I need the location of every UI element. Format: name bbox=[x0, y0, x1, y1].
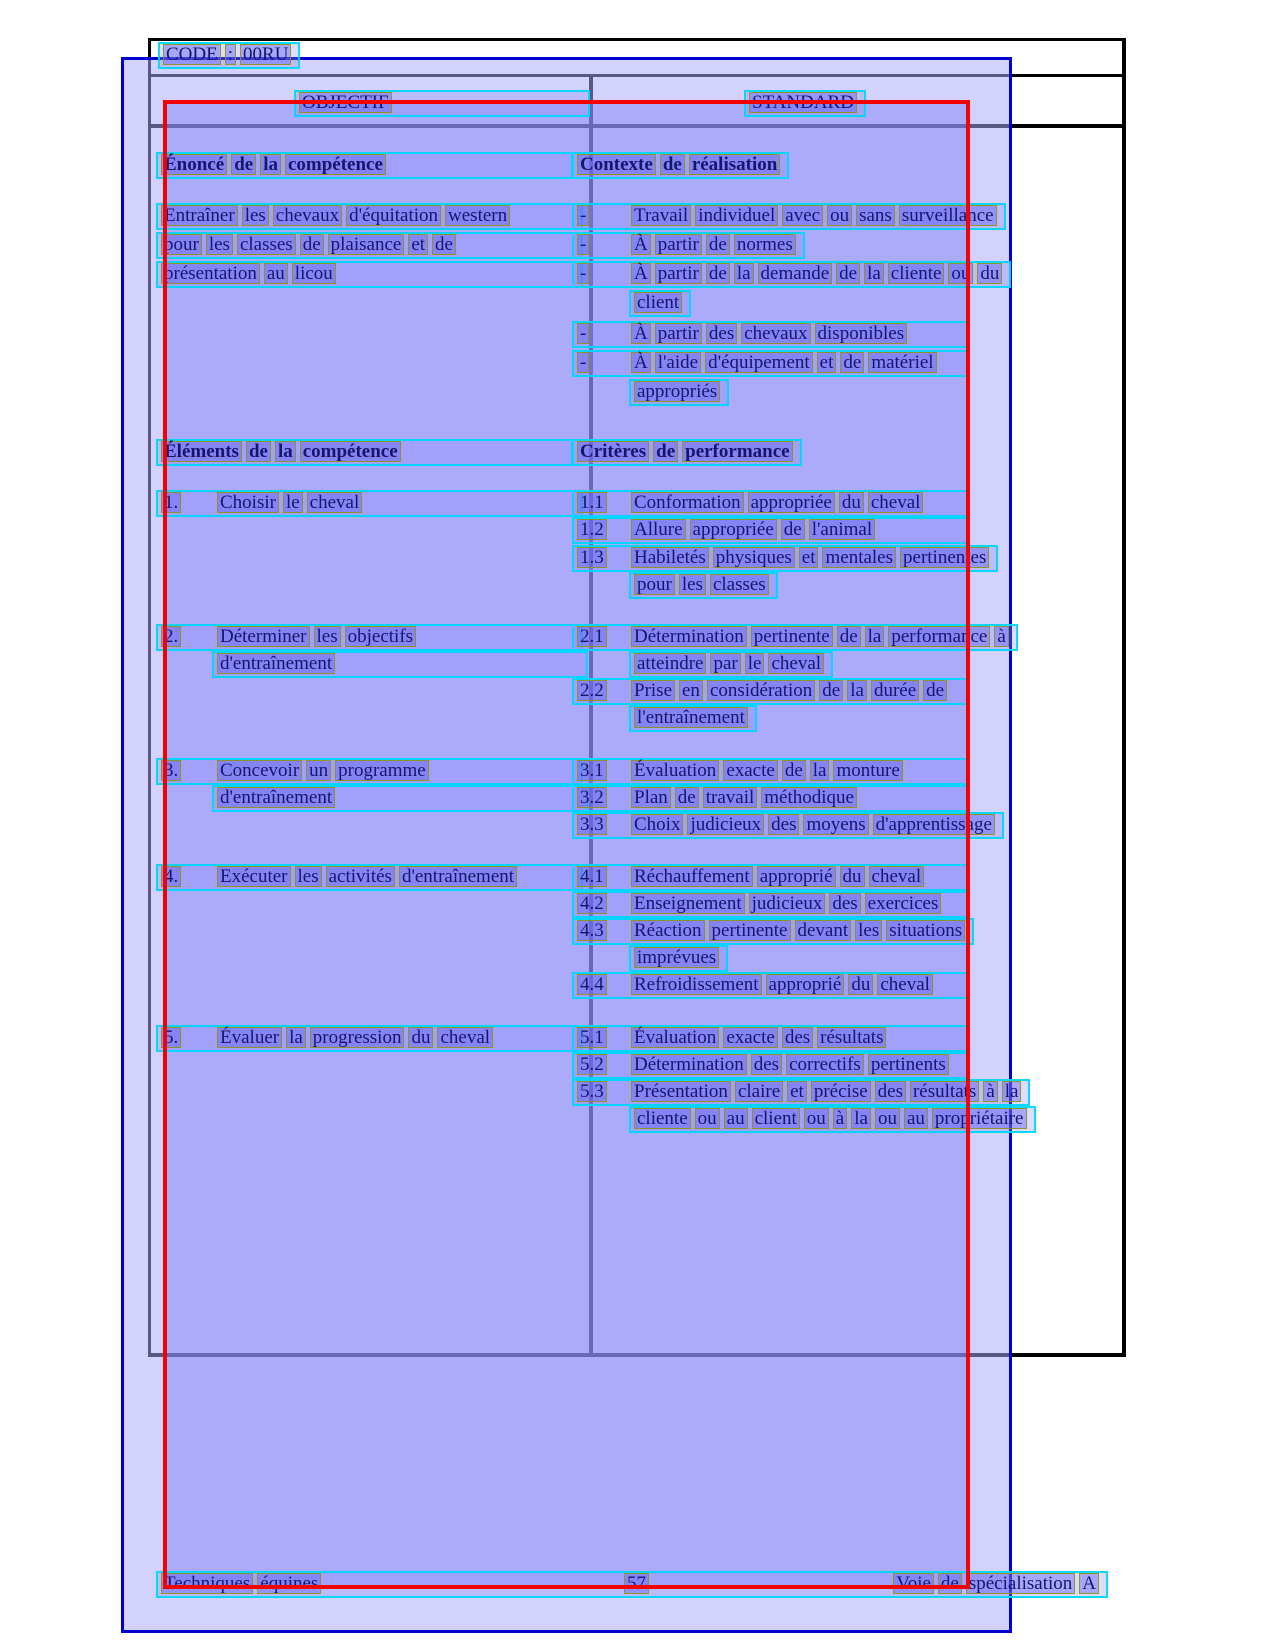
word-annotation-box: de bbox=[781, 519, 805, 540]
word-annotation-box: de bbox=[938, 1573, 962, 1594]
word-annotation-box: Évaluer bbox=[217, 1027, 282, 1048]
word-annotation-box: des bbox=[829, 893, 860, 914]
word-annotation-box: 2.2 bbox=[577, 680, 607, 701]
word-annotation-box: le bbox=[745, 653, 765, 674]
word-annotation-box: Détermination bbox=[631, 626, 747, 647]
word-annotation-box: travail bbox=[703, 787, 758, 808]
word-annotation-box: la bbox=[734, 263, 754, 284]
word-annotation-box: de bbox=[923, 680, 947, 701]
word-annotation-box: : bbox=[225, 44, 236, 65]
word-annotation-box: appropriés bbox=[634, 381, 720, 402]
word-annotation-box: Évaluation bbox=[631, 760, 719, 781]
word-annotation-box: de bbox=[300, 234, 324, 255]
word-annotation-box: ou bbox=[875, 1108, 900, 1129]
word-annotation-box: Concevoir bbox=[217, 760, 302, 781]
word-annotation-box: les bbox=[679, 574, 706, 595]
table-border-right bbox=[1122, 38, 1126, 1357]
word-annotation-box: Choisir bbox=[217, 492, 279, 513]
word-annotation-box: du bbox=[839, 492, 864, 513]
word-annotation-box: classes bbox=[710, 574, 769, 595]
word-annotation-box: 1. bbox=[161, 492, 181, 513]
word-annotation-box: Présentation bbox=[631, 1081, 731, 1102]
word-annotation-box: licou bbox=[292, 263, 336, 284]
word-annotation-box: client bbox=[634, 292, 682, 313]
word-annotation-box: 57 bbox=[624, 1573, 649, 1594]
word-annotation-box: 1.1 bbox=[577, 492, 607, 513]
word-annotation-box: - bbox=[577, 352, 589, 373]
word-annotation-box: présentation bbox=[161, 263, 260, 284]
word-annotation-box: partir bbox=[655, 234, 702, 255]
word-annotation-box: 4.1 bbox=[577, 866, 607, 887]
word-annotation-box: des bbox=[706, 323, 737, 344]
word-annotation-box: Travail bbox=[631, 205, 691, 226]
word-annotation-box: pertinente bbox=[709, 920, 791, 941]
word-annotation-box: disponibles bbox=[815, 323, 908, 344]
word-annotation-box: 4.2 bbox=[577, 893, 607, 914]
word-annotation-box: cliente bbox=[634, 1108, 691, 1129]
word-annotation-box: de bbox=[837, 626, 861, 647]
word-annotation-box: compétence bbox=[300, 441, 401, 462]
word-annotation-box: d'entraînement bbox=[217, 787, 335, 808]
word-annotation-box: du bbox=[408, 1027, 433, 1048]
word-annotation-box: et bbox=[817, 352, 837, 373]
word-annotation-box: d'équitation bbox=[346, 205, 441, 226]
word-annotation-box: ou bbox=[804, 1108, 829, 1129]
word-annotation-box: des bbox=[751, 1054, 782, 1075]
word-annotation-box: et bbox=[787, 1081, 807, 1102]
word-annotation-box: cheval bbox=[869, 866, 925, 887]
word-annotation-box: les bbox=[206, 234, 233, 255]
word-annotation-box: Choix bbox=[631, 814, 683, 835]
word-annotation-box: approprié bbox=[757, 866, 836, 887]
word-annotation-box: les bbox=[855, 920, 882, 941]
word-annotation-box: À bbox=[631, 323, 651, 344]
word-annotation-box: 1.3 bbox=[577, 547, 607, 568]
word-annotation-box: spécialisation bbox=[966, 1573, 1075, 1594]
word-annotation-box: Évaluation bbox=[631, 1027, 719, 1048]
word-annotation-box: la bbox=[864, 263, 884, 284]
word-annotation-box: 3. bbox=[161, 760, 181, 781]
word-annotation-box: méthodique bbox=[761, 787, 857, 808]
word-annotation-box: progression bbox=[310, 1027, 405, 1048]
word-annotation-box: au bbox=[264, 263, 288, 284]
word-annotation-box: Déterminer bbox=[217, 626, 310, 647]
word-annotation-box: les bbox=[242, 205, 269, 226]
word-annotation-box: 4.3 bbox=[577, 920, 607, 941]
word-annotation-box: compétence bbox=[285, 154, 386, 175]
word-annotation-box: pertinentes bbox=[900, 547, 989, 568]
word-annotation-box: chevaux bbox=[273, 205, 342, 226]
word-annotation-box: de bbox=[246, 441, 271, 462]
word-annotation-box: résultats bbox=[817, 1027, 886, 1048]
word-annotation-box: la bbox=[847, 680, 867, 701]
word-annotation-box: 3.3 bbox=[577, 814, 607, 835]
word-annotation-box: normes bbox=[734, 234, 796, 255]
region-annotation-box bbox=[163, 100, 970, 1589]
word-annotation-box: objectifs bbox=[345, 626, 416, 647]
word-annotation-box: judicieux bbox=[687, 814, 764, 835]
word-annotation-box: de bbox=[231, 154, 256, 175]
word-annotation-box: programme bbox=[335, 760, 429, 781]
word-annotation-box: à bbox=[994, 626, 1008, 647]
word-annotation-box: l'animal bbox=[809, 519, 875, 540]
word-annotation-box: pour bbox=[161, 234, 202, 255]
word-annotation-box: cheval bbox=[868, 492, 924, 513]
word-annotation-box: pertinents bbox=[868, 1054, 949, 1075]
word-annotation-box: A bbox=[1079, 1573, 1099, 1594]
word-annotation-box: plaisance bbox=[328, 234, 405, 255]
word-annotation-box: Prise bbox=[631, 680, 675, 701]
word-annotation-box: 3.2 bbox=[577, 787, 607, 808]
word-annotation-box: À bbox=[631, 234, 651, 255]
word-annotation-box: du bbox=[848, 974, 873, 995]
word-annotation-box: Allure bbox=[631, 519, 686, 540]
word-annotation-box: des bbox=[875, 1081, 906, 1102]
word-annotation-box: pour bbox=[634, 574, 675, 595]
word-annotation-box: Contexte bbox=[577, 154, 656, 175]
word-annotation-box: correctifs bbox=[786, 1054, 864, 1075]
table-border-top bbox=[148, 38, 1126, 41]
word-annotation-box: Habiletés bbox=[631, 547, 709, 568]
word-annotation-box: de bbox=[782, 760, 806, 781]
word-annotation-box: la bbox=[1002, 1081, 1022, 1102]
word-annotation-box: l'entraînement bbox=[634, 707, 748, 728]
word-annotation-box: - bbox=[577, 205, 589, 226]
word-annotation-box: - bbox=[577, 263, 589, 284]
word-annotation-box: physiques bbox=[713, 547, 795, 568]
word-annotation-box: de bbox=[836, 263, 860, 284]
word-annotation-box: la bbox=[851, 1108, 871, 1129]
word-annotation-box: 4.4 bbox=[577, 974, 607, 995]
word-annotation-box: 00RU bbox=[240, 44, 291, 65]
word-annotation-box: Plan bbox=[631, 787, 671, 808]
word-annotation-box: performance bbox=[888, 626, 990, 647]
word-annotation-box: partir bbox=[655, 263, 702, 284]
word-annotation-box: Voie bbox=[893, 1573, 933, 1594]
word-annotation-box: monture bbox=[833, 760, 902, 781]
word-annotation-box: OBJECTIF bbox=[299, 92, 392, 113]
word-annotation-box: imprévues bbox=[634, 947, 719, 968]
word-annotation-box: exacte bbox=[723, 760, 778, 781]
word-annotation-box: de bbox=[432, 234, 456, 255]
word-annotation-box: atteindre bbox=[634, 653, 706, 674]
word-annotation-box: Refroidissement bbox=[631, 974, 762, 995]
word-annotation-box: à bbox=[833, 1108, 847, 1129]
word-annotation-box: les bbox=[295, 866, 322, 887]
word-annotation-box: surveillance bbox=[899, 205, 997, 226]
word-annotation-box: classes bbox=[237, 234, 296, 255]
word-annotation-box: et bbox=[408, 234, 428, 255]
word-annotation-box: Réchauffement bbox=[631, 866, 753, 887]
word-annotation-box: Éléments bbox=[161, 441, 242, 462]
word-annotation-box: appropriée bbox=[748, 492, 835, 513]
word-annotation-box: la bbox=[865, 626, 885, 647]
word-annotation-box: avec bbox=[782, 205, 823, 226]
word-annotation-box: approprié bbox=[766, 974, 845, 995]
word-annotation-box: 5. bbox=[161, 1027, 181, 1048]
word-annotation-box: cheval bbox=[437, 1027, 493, 1048]
word-annotation-box: équines bbox=[257, 1573, 321, 1594]
word-annotation-box: demande bbox=[758, 263, 833, 284]
word-annotation-box: du bbox=[840, 866, 865, 887]
word-annotation-box: claire bbox=[735, 1081, 783, 1102]
word-annotation-box: exacte bbox=[723, 1027, 778, 1048]
word-annotation-box: du bbox=[977, 263, 1002, 284]
word-annotation-box: un bbox=[306, 760, 331, 781]
word-annotation-box: CODE bbox=[163, 44, 221, 65]
word-annotation-box: cheval bbox=[877, 974, 933, 995]
word-annotation-box: devant bbox=[795, 920, 852, 941]
word-annotation-box: 5.2 bbox=[577, 1054, 607, 1075]
word-annotation-box: des bbox=[768, 814, 799, 835]
word-annotation-box: cheval bbox=[307, 492, 363, 513]
word-annotation-box: la bbox=[260, 154, 281, 175]
word-annotation-box: d'équipement bbox=[705, 352, 813, 373]
word-annotation-box: individuel bbox=[695, 205, 778, 226]
word-annotation-box: western bbox=[445, 205, 510, 226]
word-annotation-box: durée bbox=[871, 680, 919, 701]
word-annotation-box: précise bbox=[811, 1081, 871, 1102]
word-annotation-box: le bbox=[283, 492, 303, 513]
word-annotation-box: la bbox=[286, 1027, 306, 1048]
word-annotation-box: - bbox=[577, 234, 589, 255]
word-annotation-box: 2.1 bbox=[577, 626, 607, 647]
word-annotation-box: - bbox=[577, 323, 589, 344]
word-annotation-box: partir bbox=[655, 323, 702, 344]
word-annotation-box: de bbox=[653, 441, 678, 462]
word-annotation-box: Détermination bbox=[631, 1054, 747, 1075]
word-annotation-box: de bbox=[840, 352, 864, 373]
word-annotation-box: Enseignement bbox=[631, 893, 745, 914]
word-annotation-box: STANDARD bbox=[749, 92, 857, 113]
word-annotation-box: d'entraînement bbox=[399, 866, 517, 887]
word-annotation-box: de bbox=[675, 787, 699, 808]
word-annotation-box: d'entraînement bbox=[217, 653, 335, 674]
word-annotation-box: chevaux bbox=[741, 323, 810, 344]
word-annotation-box: par bbox=[710, 653, 740, 674]
word-annotation-box: situations bbox=[886, 920, 965, 941]
word-annotation-box: considération bbox=[707, 680, 815, 701]
word-annotation-box: performance bbox=[682, 441, 792, 462]
word-annotation-box: de bbox=[660, 154, 685, 175]
word-annotation-box: cheval bbox=[768, 653, 824, 674]
word-annotation-box: À bbox=[631, 352, 651, 373]
word-annotation-box: 3.1 bbox=[577, 760, 607, 781]
word-annotation-box: À bbox=[631, 263, 651, 284]
word-annotation-box: d'apprentissage bbox=[873, 814, 995, 835]
word-annotation-box: résultats bbox=[910, 1081, 979, 1102]
word-annotation-box: de bbox=[706, 234, 730, 255]
word-annotation-box: la bbox=[810, 760, 830, 781]
word-annotation-box: réalisation bbox=[689, 154, 781, 175]
word-annotation-box: moyens bbox=[803, 814, 868, 835]
word-annotation-box: Réaction bbox=[631, 920, 705, 941]
word-annotation-box: activités bbox=[326, 866, 395, 887]
word-annotation-box: 4. bbox=[161, 866, 181, 887]
word-annotation-box: 5.3 bbox=[577, 1081, 607, 1102]
word-annotation-box: et bbox=[799, 547, 819, 568]
word-annotation-box: l'aide bbox=[655, 352, 701, 373]
word-annotation-box: ou bbox=[695, 1108, 720, 1129]
word-annotation-box: ou bbox=[827, 205, 852, 226]
code-label bbox=[158, 42, 300, 69]
word-annotation-box: au bbox=[904, 1108, 928, 1129]
word-annotation-box: mentales bbox=[822, 547, 896, 568]
word-annotation-box: Conformation bbox=[631, 492, 744, 513]
word-annotation-box: cliente bbox=[888, 263, 945, 284]
word-annotation-box: client bbox=[752, 1108, 800, 1129]
word-annotation-box: judicieux bbox=[749, 893, 826, 914]
word-annotation-box: exercices bbox=[865, 893, 942, 914]
word-annotation-box: Exécuter bbox=[217, 866, 291, 887]
word-annotation-box: Techniques bbox=[161, 1573, 253, 1594]
word-annotation-box: la bbox=[275, 441, 296, 462]
word-annotation-box: ou bbox=[948, 263, 973, 284]
word-annotation-box: propriétaire bbox=[932, 1108, 1027, 1129]
word-annotation-box: les bbox=[314, 626, 341, 647]
word-annotation-box: à bbox=[983, 1081, 997, 1102]
word-annotation-box: des bbox=[782, 1027, 813, 1048]
word-annotation-box: de bbox=[819, 680, 843, 701]
word-annotation-box: au bbox=[724, 1108, 748, 1129]
word-annotation-box: pertinente bbox=[751, 626, 833, 647]
word-annotation-box: Entraîner bbox=[161, 205, 238, 226]
word-annotation-box: Critères bbox=[577, 441, 649, 462]
word-annotation-box: Énoncé bbox=[161, 154, 227, 175]
word-annotation-box: appropriée bbox=[690, 519, 777, 540]
word-annotation-box: 5.1 bbox=[577, 1027, 607, 1048]
word-annotation-box: en bbox=[679, 680, 703, 701]
word-annotation-box: sans bbox=[856, 205, 895, 226]
word-annotation-box: de bbox=[706, 263, 730, 284]
word-annotation-box: matériel bbox=[868, 352, 936, 373]
word-annotation-box: 2. bbox=[161, 626, 181, 647]
word-annotation-box: 1.2 bbox=[577, 519, 607, 540]
